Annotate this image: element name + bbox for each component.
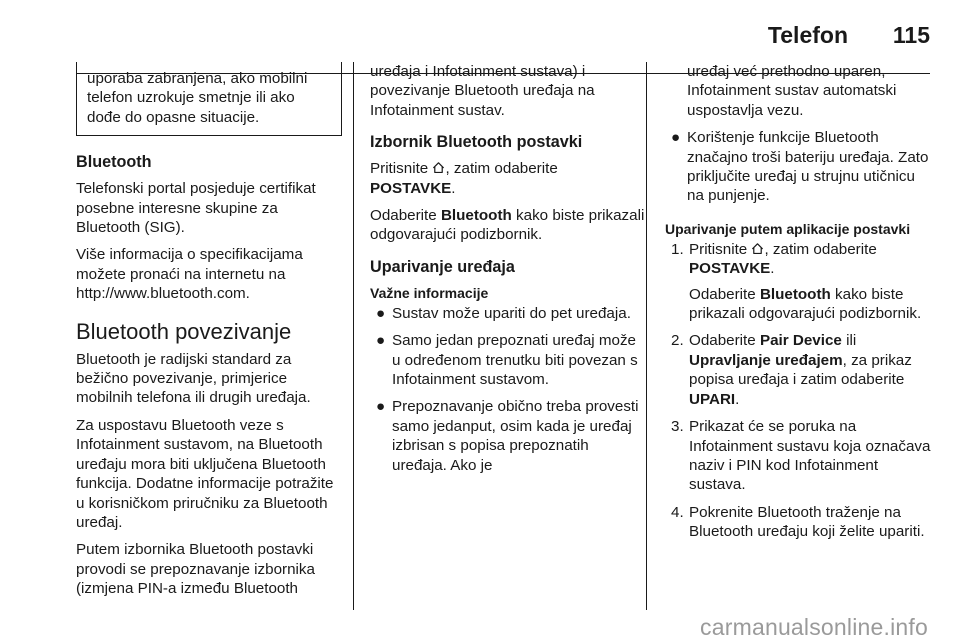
paragraph: Za uspostavu Bluetooth veze s Infotainment sustavom, na Bluetooth uređaju mora biti uključena Bluetooth funkcija. Dodatne informacije potražite u korisničkom priručniku za Bluetooth uređaj. [76, 416, 334, 531]
bullet-list [370, 304, 645, 475]
step-item: 1. Pritisnite , zatim odaberite POSTAVKE. Odaberite Bluetooth kako biste prikazali odgovarajući podizbornik. [671, 240, 922, 323]
list-item: ● Sustav može upariti do pet uređaja. [376, 304, 631, 322]
paragraph: Telefonski portal posjeduje certifikat posebne interesne skupine za Bluetooth (SIG). [76, 180, 316, 237]
subheading-important: Važne informacije [370, 284, 489, 301]
column-divider [646, 62, 647, 610]
list-item: ● Korištenje funkcije Bluetooth značajno troši bateriju uređaja. Zato priključite uređaj u strujnu utičnicu na punjenje. [671, 129, 929, 205]
step-item: 2. Odaberite Pair Device ili Upravljanje uređajem, za prikaz popisa uređaja i zatim odaberite UPARI. [671, 332, 912, 408]
paragraph: Više informacija o specifikacijama možete pronaći na internetu na http://www.bluetooth.com. [76, 246, 303, 303]
column-middle [370, 62, 645, 483]
section-heading-bluetooth-connection: Bluetooth povezivanje [76, 318, 292, 344]
column-divider [353, 62, 354, 610]
paragraph: Odaberite Bluetooth kako biste prikazali odgovarajući podizbornik. [370, 207, 645, 244]
section-heading-bluetooth: Bluetooth [76, 153, 152, 172]
column-right [665, 62, 935, 550]
section-heading-pairing: Uparivanje uređaja [370, 257, 515, 276]
warning-text: uporaba zabranjena, ako mobilni telefon uzrokuje smetnje ili ako dođe do opasne situacije. [87, 70, 308, 126]
page-number: 115 [892, 22, 930, 48]
bullet-list [665, 62, 935, 206]
page-header [0, 22, 960, 52]
step-item: 3. Prikazat će se poruka na Infotainment sustavu koja označava naziv i PIN kod Infotainment sustava. [671, 418, 931, 494]
column-left [76, 62, 346, 607]
paragraph: Putem izbornika Bluetooth postavki provodi se prepoznavanje izbornika (izmjena PIN-a između Bluetooth [76, 541, 315, 598]
home-icon [751, 242, 764, 255]
paragraph: Pritisnite , zatim odaberite POSTAVKE. [370, 160, 558, 197]
paragraph: Bluetooth je radijski standard za bežično povezivanje, primjerice mobilnih telefona ili drugih uređaja. [76, 350, 311, 407]
paragraph: uređaja i Infotainment sustava) i povezivanje Bluetooth uređaja na Infotainment sustav. [370, 63, 595, 119]
section-heading-menu: Izbornik Bluetooth postavki [370, 133, 583, 152]
list-item: ● Prepoznavanje obično treba provesti samo jedanput, osim kada je uređaj izbrisan s popisa prepoznatih uređaja. Ako je [376, 398, 639, 474]
list-item-continued: uređaj već prethodno uparen, Infotainment sustav automatski uspostavlja vezu. [687, 63, 897, 119]
warning-box [76, 62, 342, 136]
home-icon [432, 161, 445, 174]
subheading-app-pairing: Uparivanje putem aplikacije postavki [665, 220, 911, 237]
step-item: 4. Pokrenite Bluetooth traženje na Bluetooth uređaju koji želite upariti. [671, 503, 925, 541]
watermark: carmanualsonline.info [700, 614, 928, 640]
chapter-title: Telefon [767, 22, 848, 48]
numbered-steps [665, 240, 935, 542]
list-item: ● Samo jedan prepoznati uređaj može u određenom trenutku biti povezan s Infotainment sustavom. [376, 332, 638, 389]
